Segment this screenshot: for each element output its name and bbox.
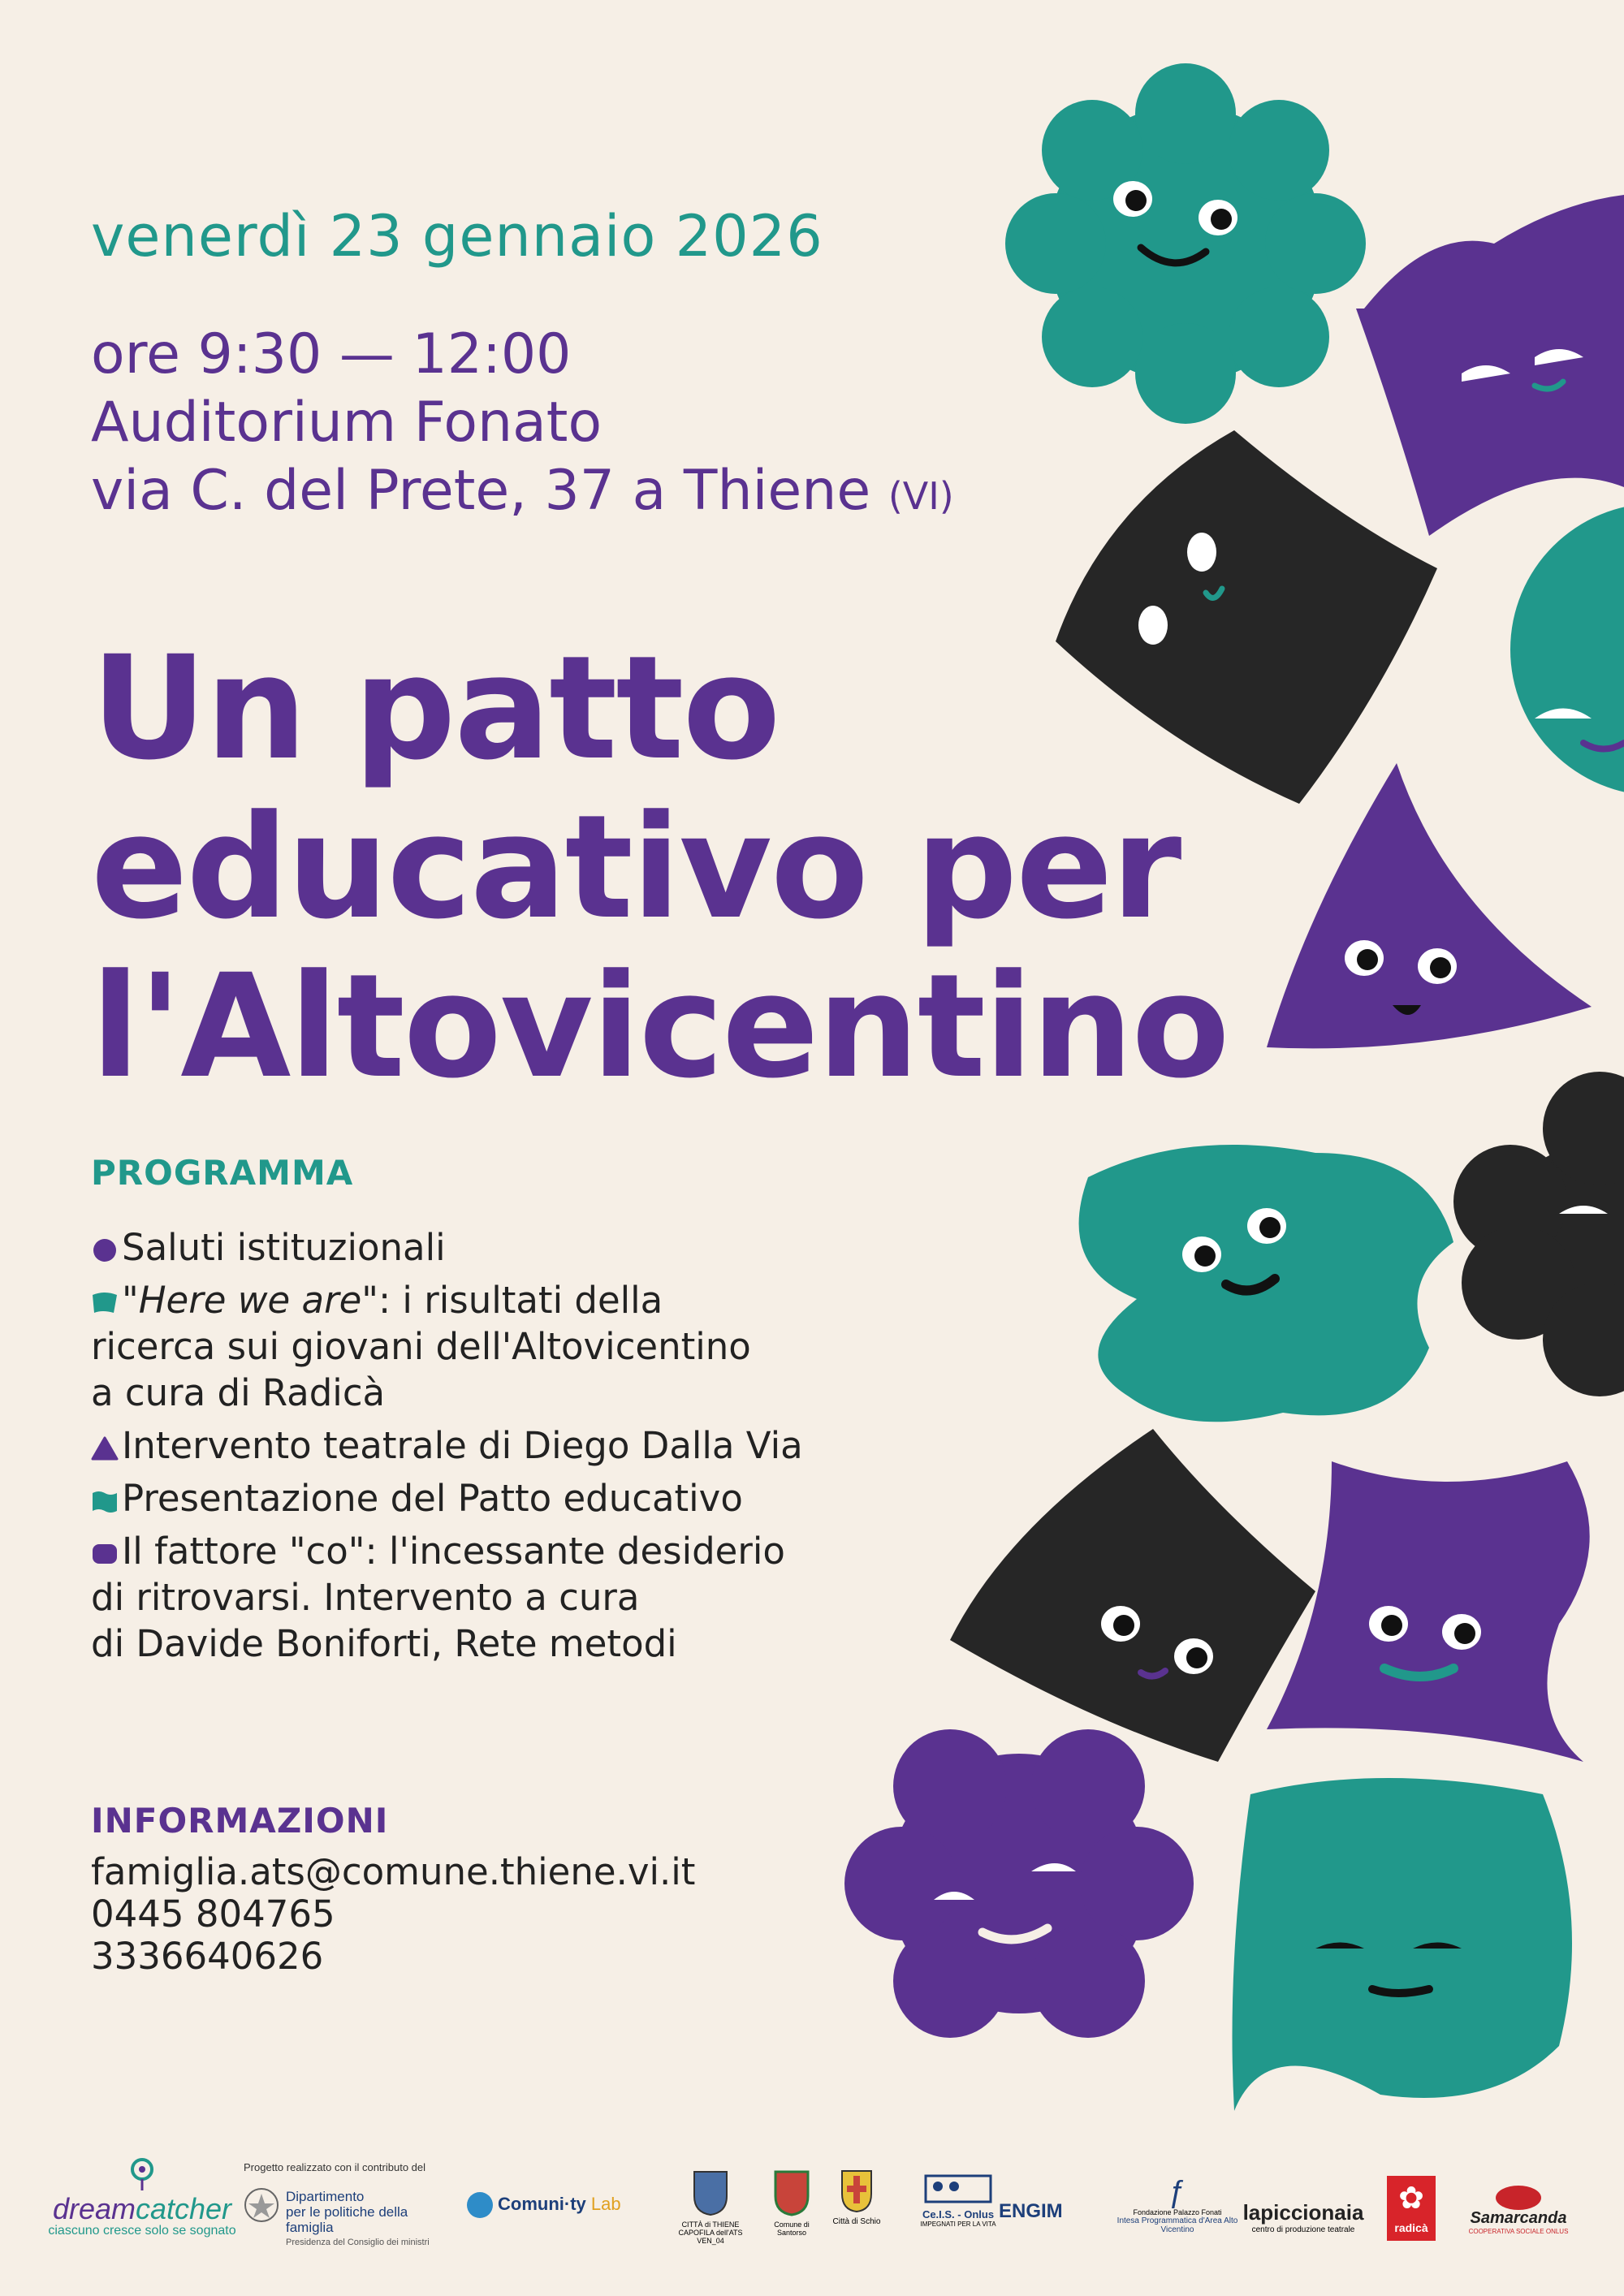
radica-icon: ✿ [1398,2182,1424,2216]
title-line-2: educativo per [91,784,1181,951]
engim-logo: ENGIM [999,2200,1063,2222]
piccionaia-logo: lapiccionaia centro di produzione teatrale [1242,2200,1364,2234]
purple-flower-character [844,1729,1194,2038]
black-cloud-character [1453,1072,1624,1396]
title-line-3: l'Altovicentino [91,943,1229,1110]
event-address-line [91,457,954,530]
emblem-icon [244,2187,279,2223]
flag-bullet-icon [91,1488,119,1514]
santorso-logo: Comune di Santorso [759,2168,824,2237]
dipartimento-logo: Progetto realizzato con il contributo del Dipartimento per le politiche della famiglia Presidenza del Consiglio dei ministri [244,2161,430,2247]
programma-item: Presentazione del Patto educativo [91,1475,887,1521]
community-lab-icon [467,2192,493,2218]
schio-logo: Città di Schio [828,2168,885,2226]
programma-item: Saluti istituzionali [91,1224,887,1271]
dreamcatcher-icon [130,2158,154,2190]
radica-logo: ✿ radicà [1387,2176,1436,2241]
samarcanda-logo: Samarcanda COOPERATIVA SOCIALE ONLUS [1449,2184,1587,2235]
contact-mobile[interactable]: 3336640626 [91,1935,324,1978]
ceis-icon [922,2172,995,2204]
teal-circle-character [1510,503,1624,796]
programma-heading: PROGRAMMA [91,1153,354,1193]
ceis-logo: Ce.I.S. - Onlus IMPEGNATI PER LA VITA [909,2172,1007,2228]
black-triangle-character [950,1429,1315,1762]
event-address: via C. del Prete, 37 a Thiene [91,459,871,523]
event-date: venerdì 23 gennaio 2026 [91,203,823,270]
wave-bullet-icon [91,1290,119,1316]
title-line-1: Un patto [91,625,780,792]
contact-phone[interactable]: 0445 804765 [91,1892,335,1936]
dreamcatcher-logo: dreamcatcher ciascuno cresce solo se sognato [45,2158,240,2238]
contact-block [91,1851,695,1978]
ipa-logo: ƒ Fondazione Palazzo Fonati Intesa Programmatica d'Area Alto Vicentino [1112,2176,1242,2234]
purple-square-character [1356,195,1624,536]
community-lab-logo: Comuni·ty Lab [467,2192,621,2218]
event-province: (VI) [888,474,954,518]
decorative-characters [844,81,1624,2192]
teal-wave-character [1079,1145,1453,1422]
programma-list [91,1224,887,1673]
purple-triangle-character [1267,763,1592,1048]
thiene-logo: CITTÀ di THIENE CAPOFILA dell'ATS VEN_04 [678,2168,743,2245]
event-venue: Auditorium Fonato [91,391,603,455]
sponsor-footer [0,2143,1624,2273]
samarcanda-icon [1494,2184,1543,2212]
informazioni-heading: INFORMAZIONI [91,1801,389,1841]
ipa-icon: ƒ [1168,2175,1186,2209]
santorso-crest-icon [771,2168,812,2216]
contact-email[interactable]: famiglia.ats@comune.thiene.vi.it [91,1850,696,1893]
programma-item: "Here we are": i risultati della ricerca sui giovani dell'Altovicentino a cura di Radicà [91,1279,751,1414]
flower-bullet-icon [91,1237,119,1263]
triangle-bullet-icon [91,1435,119,1461]
teal-flower-character [1005,63,1366,424]
teal-flag-character [1233,1778,1573,2111]
programma-item: Il fattore "co": l'incessante desiderio di ritrovarsi. Intervento a cura di Davide Boniforti, Rete metodi [91,1530,785,1665]
blob-bullet-icon [91,1541,119,1567]
thiene-crest-icon [690,2168,731,2216]
schio-crest-icon [839,2168,875,2213]
event-time: ore 9:30 — 12:00 [91,322,572,386]
purple-banner-character [1267,1461,1590,1762]
programma-item: Intervento teatrale di Diego Dalla Via [91,1422,887,1469]
black-diamond-character [1056,430,1437,804]
